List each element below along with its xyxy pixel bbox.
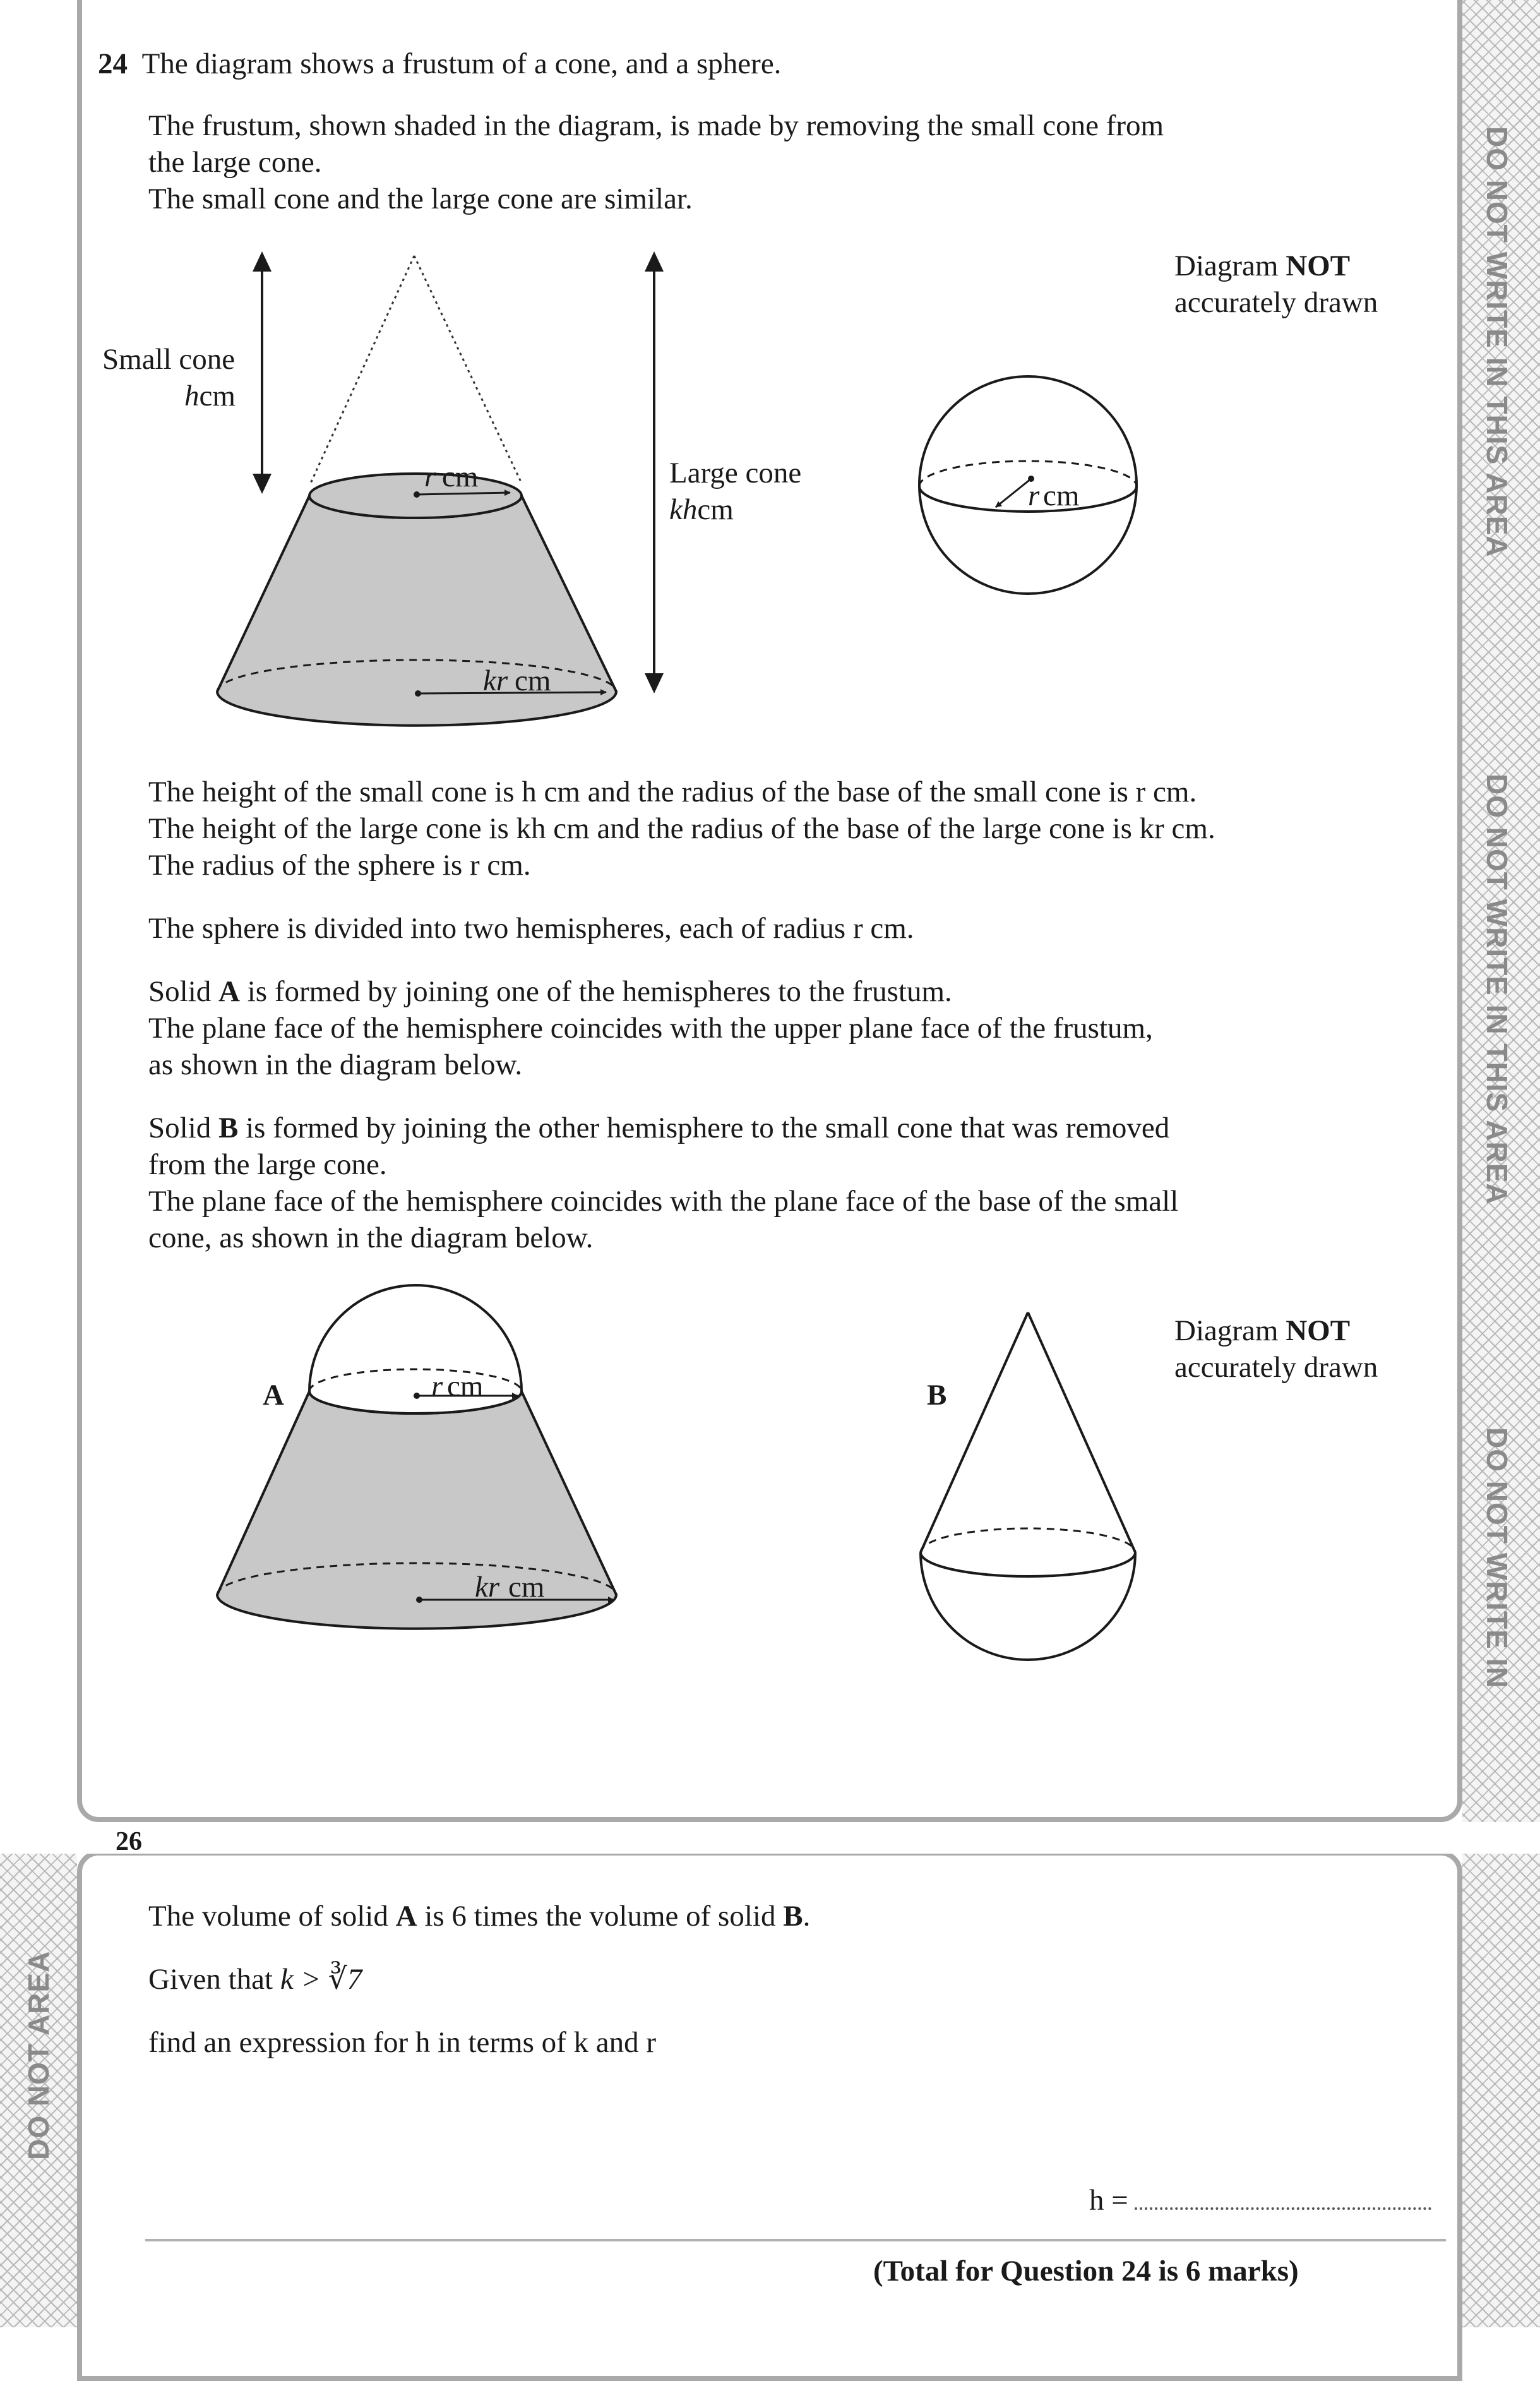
answer-label: h =: [1089, 2184, 1128, 2217]
body-p4-l1-b: B: [218, 1112, 239, 1144]
solid-a-base-radius-unit: cm: [508, 1571, 545, 1604]
given-a: Given that: [148, 1963, 280, 1996]
body-p4-line4: cone, as shown in the diagram below.: [148, 1221, 594, 1254]
margin-label-right-3: DO NOT WRITE IN: [1481, 1427, 1513, 1689]
total-marks: (Total for Question 24 is 6 marks): [873, 2255, 1299, 2288]
solid-a-label: A: [263, 1379, 284, 1412]
page-number: 26: [116, 1827, 142, 1854]
similar-statement: The small cone and the large cone are similar.: [148, 183, 693, 215]
solid-a-top-radius-label: r: [431, 1370, 443, 1403]
body-p1-line2: The height of the large cone is kh cm and the radius of the base of the large cone is kr cm.: [148, 812, 1215, 845]
margin-label-right-2: DO NOT WRITE IN THIS AREA: [1481, 774, 1513, 1205]
answer-line[interactable]: [1089, 2182, 1431, 2219]
diagram1-note-text: Diagram: [1174, 249, 1286, 282]
body-p1-line3: The radius of the sphere is r cm.: [148, 849, 531, 882]
total-rule: [145, 2239, 1446, 2241]
margin-label-right-1: DO NOT WRITE IN THIS AREA: [1481, 126, 1513, 558]
large-cone-label: Large cone: [669, 457, 802, 489]
body-p3-l1-a: Solid: [148, 975, 219, 1008]
frustum-desc-line1: The frustum, shown shaded in the diagram, is made by removing the small cone from: [148, 109, 1164, 142]
small-cone-dotted-outline: [311, 256, 522, 483]
small-cone-label: Small cone: [102, 343, 236, 376]
margin-label-left-1: DO NOT AREA: [22, 1950, 55, 2160]
frustum-shape: [217, 474, 616, 726]
volume-b: A: [395, 1900, 417, 1933]
diagram2-note: [1174, 1312, 1350, 1349]
body-p4-line3: The plane face of the hemisphere coincides with the plane face of the base of the small: [148, 1185, 1179, 1218]
body-p3-line2: The plane face of the hemisphere coincides with the upper plane face of the frustum,: [148, 1012, 1153, 1045]
volume-statement: [148, 1898, 810, 1934]
volume-e: .: [803, 1900, 811, 1933]
large-cone-height-label: khcm: [669, 493, 734, 526]
volume-a: The volume of solid: [148, 1900, 396, 1933]
body-p4-l1-a: Solid: [148, 1112, 219, 1144]
body-p1-line1: The height of the small cone is h cm and the radius of the base of the small cone is r cm.: [148, 776, 1197, 808]
diagram1-note-line2: accurately drawn: [1174, 286, 1378, 319]
diagram2-note-text: Diagram: [1174, 1314, 1286, 1347]
body-p3-l1-b: A: [218, 975, 240, 1008]
diagram2-note-line2: accurately drawn: [1174, 1351, 1378, 1384]
large-cone-height-arrow: [645, 251, 664, 693]
solid-b-label: B: [927, 1379, 947, 1412]
body-p3-l1-c: is formed by joining one of the hemispheres to the frustum.: [239, 975, 952, 1008]
small-cone-height-arrow: [253, 251, 272, 494]
solid-b-shape: [921, 1312, 1135, 1660]
diagram2-note-bold: NOT: [1286, 1314, 1351, 1347]
sphere-radius-label: r: [1028, 479, 1040, 512]
diagram1-note: [1174, 248, 1350, 284]
frustum-desc-line2: the large cone.: [148, 146, 322, 179]
solid-a-shape: [217, 1285, 616, 1629]
body-p3-line1: [148, 973, 952, 1010]
body-p2: The sphere is divided into two hemispheres, each of radius r cm.: [148, 912, 914, 945]
frustum-top-radius-label: r: [424, 460, 436, 493]
question-intro: The diagram shows a frustum of a cone, and a sphere.: [141, 47, 782, 80]
solid-a-base-radius-label: kr: [475, 1571, 500, 1604]
find-statement: find an expression for h in terms of k and r: [148, 2026, 657, 2059]
diagram1-note-bold: NOT: [1286, 249, 1351, 282]
volume-c: is 6 times the volume of solid: [417, 1900, 784, 1933]
volume-d: B: [783, 1900, 803, 1933]
question-number: 24: [98, 47, 128, 80]
answer-dotted-line[interactable]: [1135, 2183, 1431, 2210]
solid-a-top-radius-unit: cm: [447, 1370, 484, 1403]
frustum-base-radius-label: kr: [483, 664, 508, 697]
body-p3-line3: as shown in the diagram below.: [148, 1048, 523, 1081]
body-p4-line1: [148, 1110, 1169, 1146]
given-statement: [148, 1961, 362, 1998]
small-cone-height-label: hcm: [184, 380, 236, 412]
frustum-base-radius-unit: cm: [515, 664, 551, 697]
sphere-radius-unit: cm: [1043, 479, 1080, 512]
given-math: k > ∛7: [280, 1963, 362, 1996]
body-p4-line2: from the large cone.: [148, 1148, 387, 1181]
frustum-top-radius-unit: cm: [442, 460, 479, 493]
body-p4-l1-c: is formed by joining the other hemisphere to the small cone that was removed: [238, 1112, 1170, 1144]
